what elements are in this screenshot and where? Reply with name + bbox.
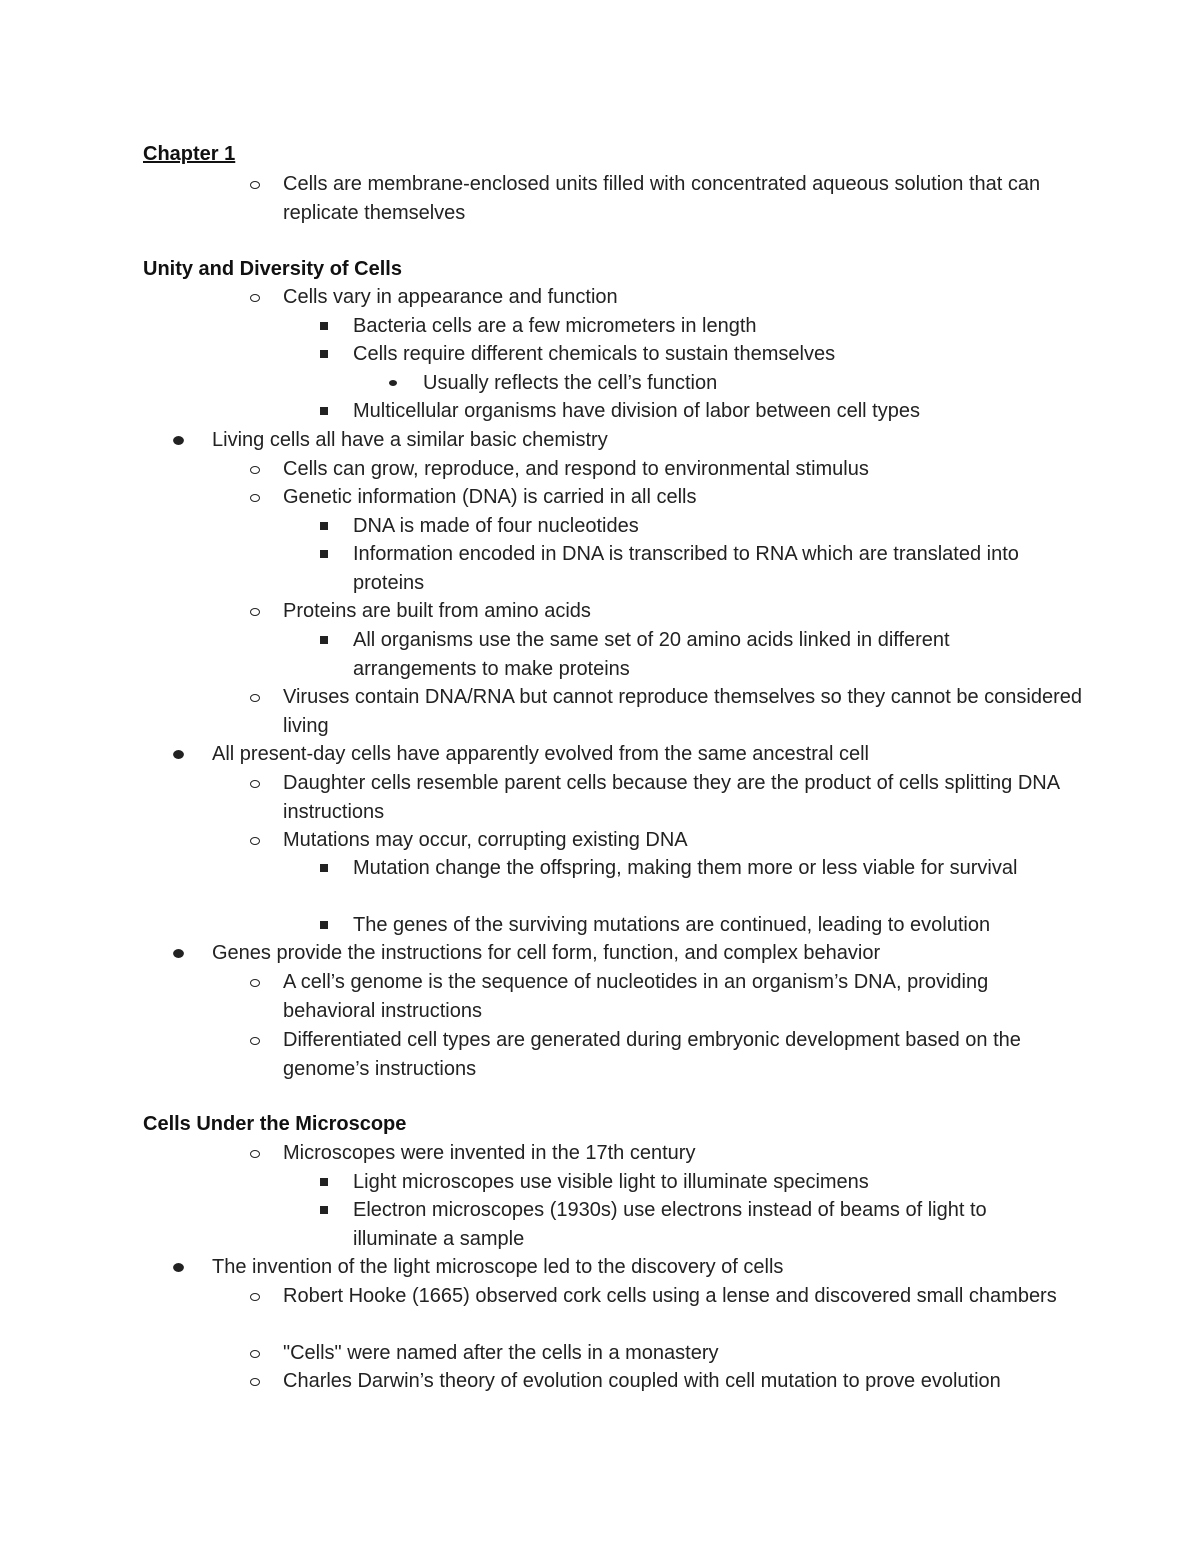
filled-dot-bullet-icon <box>173 949 184 958</box>
list-item: Living cells all have a similar basic chemistry <box>212 426 1112 455</box>
section-heading-microscope: Cells Under the Microscope <box>143 1113 407 1135</box>
hollow-circle-bullet-icon <box>250 181 260 189</box>
square-bullet-icon <box>320 407 328 415</box>
square-bullet-icon <box>320 1206 328 1214</box>
filled-dot-bullet-icon <box>389 380 397 386</box>
hollow-circle-bullet-icon <box>250 694 260 702</box>
filled-dot-bullet-icon <box>173 1263 184 1272</box>
hollow-circle-bullet-icon <box>250 780 260 788</box>
square-bullet-icon <box>320 322 328 330</box>
list-item: Cells require different chemicals to sustain themselves <box>353 340 1073 369</box>
square-bullet-icon <box>320 864 328 872</box>
section-heading-unity: Unity and Diversity of Cells <box>143 258 402 280</box>
list-item: The invention of the light microscope led to the discovery of cells <box>212 1253 1112 1282</box>
filled-dot-bullet-icon <box>173 436 184 445</box>
list-item: All present-day cells have apparently evolved from the same ancestral cell <box>212 740 1112 769</box>
hollow-circle-bullet-icon <box>250 1150 260 1158</box>
square-bullet-icon <box>320 636 328 644</box>
list-item: Cells can grow, reproduce, and respond to environmental stimulus <box>283 455 1083 484</box>
hollow-circle-bullet-icon <box>250 608 260 616</box>
hollow-circle-bullet-icon <box>250 1293 260 1301</box>
list-item: Robert Hooke (1665) observed cork cells using a lense and discovered small chambers <box>283 1282 1083 1311</box>
hollow-circle-bullet-icon <box>250 979 260 987</box>
list-item: All organisms use the same set of 20 amino acids linked in different arrangements to make proteins <box>353 626 1073 683</box>
hollow-circle-bullet-icon <box>250 494 260 502</box>
list-item: Light microscopes use visible light to illuminate specimens <box>353 1168 1073 1197</box>
list-item: Multicellular organisms have division of labor between cell types <box>353 397 1073 426</box>
list-item: Charles Darwin’s theory of evolution coupled with cell mutation to prove evolution <box>283 1367 1083 1396</box>
list-item: DNA is made of four nucleotides <box>353 512 1073 541</box>
square-bullet-icon <box>320 550 328 558</box>
hollow-circle-bullet-icon <box>250 1378 260 1386</box>
hollow-circle-bullet-icon <box>250 1037 260 1045</box>
list-item: Daughter cells resemble parent cells because they are the product of cells splitting DNA instructions <box>283 769 1083 826</box>
list-item: Mutations may occur, corrupting existing DNA <box>283 826 1083 855</box>
square-bullet-icon <box>320 1178 328 1186</box>
list-item: Electron microscopes (1930s) use electrons instead of beams of light to illuminate a sample <box>353 1196 1073 1253</box>
list-item: Cells are membrane-enclosed units filled with concentrated aqueous solution that can replicate themselves <box>283 170 1083 227</box>
list-item: Usually reflects the cell’s function <box>423 369 1073 398</box>
hollow-circle-bullet-icon <box>250 1350 260 1358</box>
list-item: "Cells" were named after the cells in a monastery <box>283 1339 1083 1368</box>
list-item: Information encoded in DNA is transcribed to RNA which are translated into proteins <box>353 540 1073 597</box>
list-item: Viruses contain DNA/RNA but cannot reproduce themselves so they cannot be considered living <box>283 683 1083 740</box>
list-item: The genes of the surviving mutations are continued, leading to evolution <box>353 911 1073 940</box>
hollow-circle-bullet-icon <box>250 294 260 302</box>
list-item: Differentiated cell types are generated during embryonic development based on the genome’s instructions <box>283 1026 1083 1083</box>
list-item: Microscopes were invented in the 17th century <box>283 1139 1083 1168</box>
list-item: Cells vary in appearance and function <box>283 283 1083 312</box>
list-item: Proteins are built from amino acids <box>283 597 1083 626</box>
square-bullet-icon <box>320 350 328 358</box>
list-item: Genes provide the instructions for cell form, function, and complex behavior <box>212 939 1112 968</box>
chapter-heading: Chapter 1 <box>143 143 236 165</box>
filled-dot-bullet-icon <box>173 750 184 759</box>
hollow-circle-bullet-icon <box>250 837 260 845</box>
list-item: Mutation change the offspring, making them more or less viable for survival <box>353 854 1073 883</box>
list-item: Bacteria cells are a few micrometers in length <box>353 312 1073 341</box>
list-item: A cell’s genome is the sequence of nucleotides in an organism’s DNA, providing behavioral instructions <box>283 968 1083 1025</box>
square-bullet-icon <box>320 522 328 530</box>
square-bullet-icon <box>320 921 328 929</box>
hollow-circle-bullet-icon <box>250 466 260 474</box>
list-item: Genetic information (DNA) is carried in all cells <box>283 483 1083 512</box>
